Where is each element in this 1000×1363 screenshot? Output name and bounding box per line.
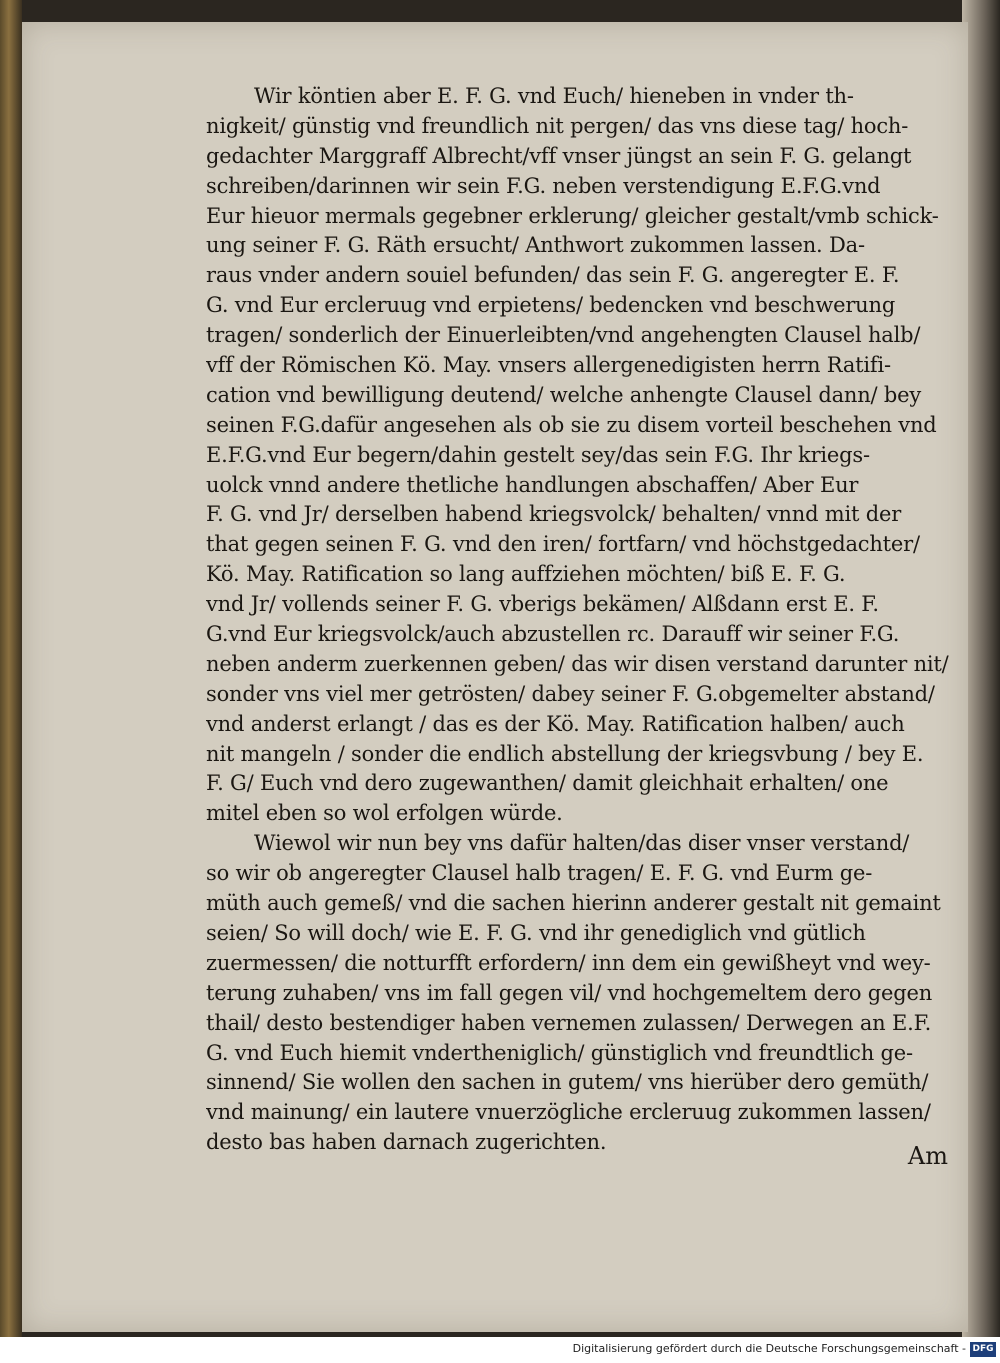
text-line: that gegen seinen F. G. vnd den iren/ fortfarn/ vnd höchstgedachter/ xyxy=(206,532,920,557)
text-line: thail/ desto bestendiger haben vernemen zulassen/ Derwegen an E.F. xyxy=(206,1010,932,1035)
text-line: G.vnd Eur kriegsvolck/auch abzustellen rc. Darauff wir seiner F.G. xyxy=(206,622,900,647)
text-line: zuermessen/ die notturfft erfordern/ inn dem ein gewißheyt vnd wey- xyxy=(206,950,931,975)
text-line: desto bas haben darnach zugerichten. xyxy=(206,1130,607,1155)
digitization-footer xyxy=(0,1337,1000,1363)
text-line: so wir ob angeregter Clausel halb tragen/ E. F. G. vnd Eurm ge- xyxy=(206,861,873,886)
text-line: seinen F.G.dafür angesehen als ob sie zu disem vorteil beschehen vnd xyxy=(206,412,937,437)
text-line: Wir köntien aber E. F. G. vnd Euch/ hieneben in vnder th- xyxy=(254,84,854,108)
text-line: F. G/ Euch vnd dero zugewanthen/ damit gleichhait erhalten/ one xyxy=(206,771,889,796)
text-line: mitel eben so wol erfolgen würde. xyxy=(206,801,563,826)
text-line: uolck vnnd andere thetliche handlungen abschaffen/ Aber Eur xyxy=(206,472,859,497)
text-line: Eur hieuor mermals gegebner erklerung/ gleicher gestalt/vmb schick- xyxy=(206,203,939,228)
book-binding-edge xyxy=(0,0,22,1337)
text-line: tragen/ sonderlich der Einuerleibten/vnd angehengten Clausel halb/ xyxy=(206,323,921,348)
text-line: vnd Jr/ vollends seiner F. G. vberigs bekämen/ Alßdann erst E. F. xyxy=(206,592,879,617)
text-line: vnd anderst erlangt / das es der Kö. May. Ratification halben/ auch xyxy=(206,711,905,736)
text-line: cation vnd bewilligung deutend/ welche anhengte Clausel dann/ bey xyxy=(206,382,922,407)
text-line: F. G. vnd Jr/ derselben habend kriegsvolck/ behalten/ vnnd mit der xyxy=(206,502,902,527)
text-line: müth auch gemeß/ vnd die sachen hierinn anderer gestalt nit gemaint xyxy=(206,891,941,916)
book-page xyxy=(22,22,968,1332)
text-line: gedachter Marggraff Albrecht/vff vnser jüngst an sein F. G. gelangt xyxy=(206,143,912,168)
text-line: Kö. May. Ratification so lang auffziehen möchten/ biß E. F. G. xyxy=(206,562,846,587)
text-line: terung zuhaben/ vns im fall gegen vil/ vnd hochgemeltem dero gegen xyxy=(206,980,933,1005)
text-line: Wiewol wir nun bey vns dafür halten/das diser vnser verstand/ xyxy=(254,831,910,856)
text-line: G. vnd Euch hiemit vndertheniglich/ günstiglich vnd freundtlich ge- xyxy=(206,1040,913,1065)
funding-credit: Digitalisierung gefördert durch die Deutsche Forschungsgemeinschaft - xyxy=(572,1342,966,1355)
text-line: ung seiner F. G. Räth ersucht/ Anthwort zukommen lassen. Da- xyxy=(206,233,865,258)
text-line: nigkeit/ günstig vnd freundlich nit pergen/ das vns diese tag/ hoch- xyxy=(206,113,909,138)
text-line: schreiben/darinnen wir sein F.G. neben verstendigung E.F.G.vnd xyxy=(206,173,881,198)
text-line: raus vnder andern souiel befunden/ das sein F. G. angeregter E. F. xyxy=(206,263,900,288)
text-line: nit mangeln / sonder die endlich abstellung der kriegsvbung / bey E. xyxy=(206,741,924,766)
dfg-logo-icon: DFG xyxy=(970,1342,996,1357)
text-line: G. vnd Eur ercleruug vnd erpietens/ bedencken vnd beschwerung xyxy=(206,293,896,318)
catchword: Am xyxy=(907,1142,948,1170)
text-line: sonder vns viel mer getrösten/ dabey seiner F. G.obgemelter abstand/ xyxy=(206,681,935,706)
text-line: neben anderm zuerkennen geben/ das wir disen verstand darunter nit/ xyxy=(206,651,949,676)
text-line: vnd mainung/ ein lautere vnuerzögliche ercleruug zukommen lassen/ xyxy=(206,1100,931,1125)
text-line: sinnend/ Sie wollen den sachen in gutem/ vns hierüber dero gemüth/ xyxy=(206,1070,929,1095)
text-line: E.F.G.vnd Eur begern/dahin gestelt sey/das sein F.G. Ihr kriegs- xyxy=(206,442,870,467)
text-line: seien/ So will doch/ wie E. F. G. vnd ihr genediglich vnd gütlich xyxy=(206,920,866,945)
text-line: vff der Römischen Kö. May. vnsers allergenedigisten herrn Ratifi- xyxy=(206,353,891,378)
body-text xyxy=(206,82,968,1232)
